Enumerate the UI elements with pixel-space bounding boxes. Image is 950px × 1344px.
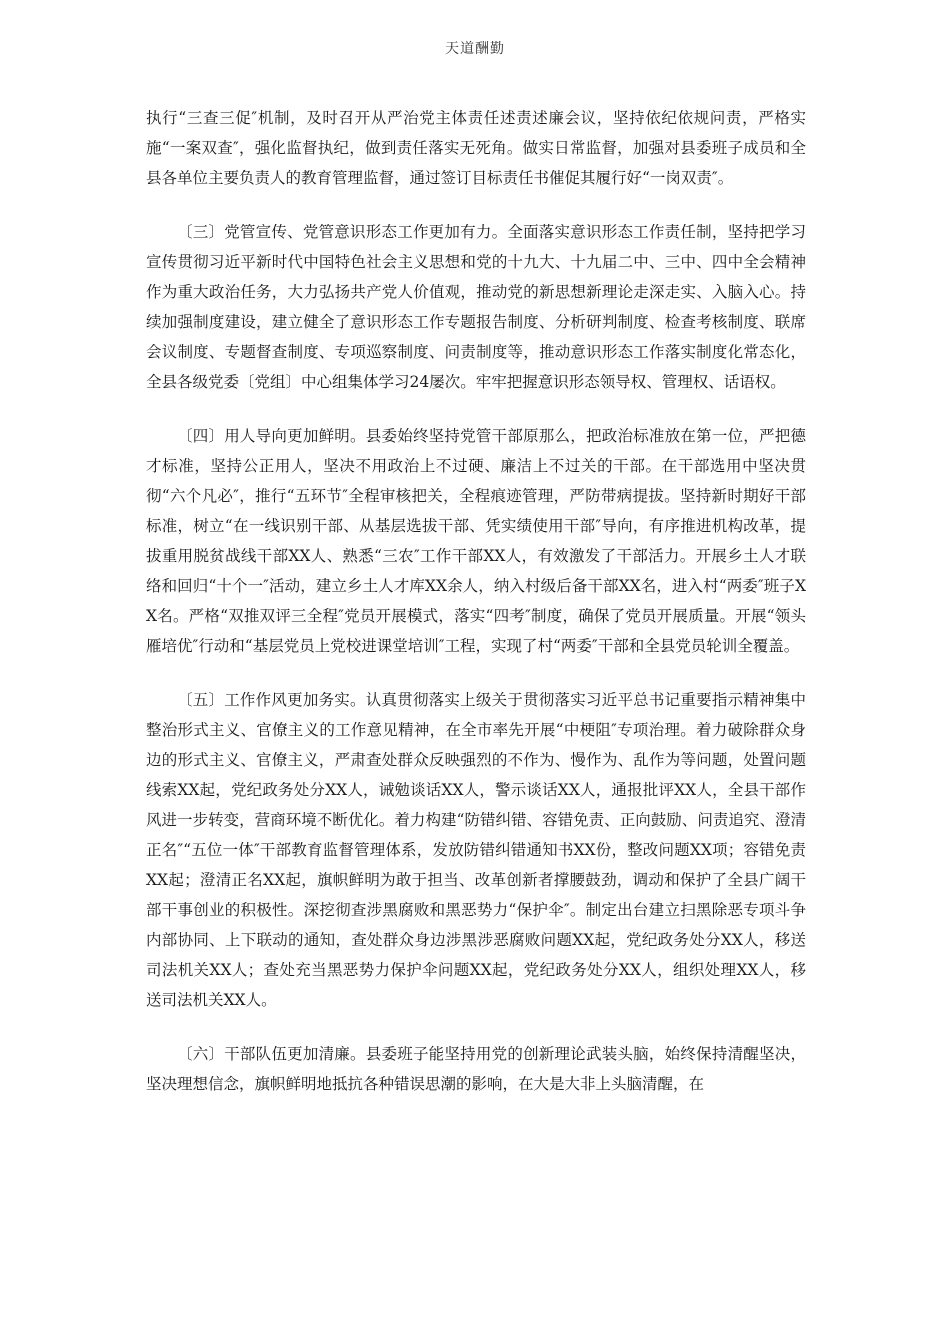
paragraph-section-3: 〔三〕党管宣传、党管意识形态工作更加有力。全面落实意识形态工作责任制，坚持把学习宣传贯彻习近平新时代中国特色社会主义思想和党的十九大、十九届二中、三中、四中全会精神作为重大政治任务，大力弘扬共产党人价值观，推动党的新思想新理论走深走实、入脑入心。持续加强制度建设，建立健全了意识形态工作专题报告制度、分析研判制度、检查考核制度、联席会议制度、专题督查制度、专项巡察制度、问责制度等，推动意识形态工作落实制度化常态化，全县各级党委〔党组〕中心组集体学习24屡次。牢牢把握意识形态领导权、管理权、话语权。 xyxy=(146,223,806,391)
paragraph-continuation: 执行“三查三促″机制，及时召开从严治党主体责任述责述廉会议，坚持依纪依规问责，严格实施“一案双查″，强化监督执纪，做到责任落实无死角。做实日常监督，加强对县委班子成员和全县各单位主要负责人的教育管理监督，通过签订目标责任书催促其履行好“一岗双责″。 xyxy=(146,109,806,187)
paragraph-section-6: 〔六〕干部队伍更加清廉。县委班子能坚持用党的创新理论武装头脑，始终保持清醒坚决，坚决理想信念，旗帜鲜明地抵抗各种错误思潮的影响，在大是大非上头脑清醒，在 xyxy=(146,1045,806,1093)
paragraph-section-5: 〔五〕工作作风更加务实。认真贯彻落实上级关于贯彻落实习近平总书记重要指示精神集中整治形式主义、官僚主义的工作意见精神，在全市率先开展“中梗阻″专项治理。着力破除群众身边的形式主义、官僚主义，严肃查处群众反映强烈的不作为、慢作为、乱作为等问题，处置问题线索XX起，党纪政务处分XX人，诫勉谈话XX人，警示谈话XX人，通报批评XX人，全县干部作风进一步转变，营商环境不断优化。着力构建“防错纠错、容错免责、正向鼓励、问责追究、澄清正名″“五位一体″干部教育监督管理体系，发放防错纠错通知书XX份，整改问题XX项；容错免责XX起；澄清正名XX起，旗帜鲜明为敢于担当、改革创新者撑腰鼓劲，调动和保护了全县广阔干部干事创业的积极性。深挖彻查涉黑腐败和黑恶势力“保护伞″。制定出台建立扫黑除恶专项斗争内部协同、上下联动的通知，查处群众身边涉黑涉恶腐败问题XX起，党纪政务处分XX人，移送司法机关XX人；查处充当黑恶势力保护伞问题XX起，党纪政务处分XX人，组织处理XX人，移送司法机关XX人。 xyxy=(146,691,806,1009)
running-header: 天道酬勤 xyxy=(445,41,505,57)
paragraph-section-4: 〔四〕用人导向更加鲜明。县委始终坚持党管干部原那么，把政治标准放在第一位，严把德才标准，坚持公正用人，坚决不用政治上不过硬、廉洁上不过关的干部。在干部选用中坚决贯彻“六个凡必″，推行“五环节″全程审核把关，全程痕迹管理，严防带病提拔。坚持新时期好干部标准，树立“在一线识别干部、从基层选拔干部、凭实绩使用干部″导向，有序推进机构改革，提拔重用脱贫战线干部XX人、熟悉“三农″工作干部XX人，有效激发了干部活力。开展乡土人才联络和回归“十个一″活动，建立乡土人才库XX余人，纳入村级后备干部XX名，进入村“两委″班子XX名。严格“双推双评三全程″党员开展模式，落实“四考″制度，确保了党员开展质量。开展“领头雁培优″行动和“基层党员上党校进课堂培训″工程，实现了村“两委″干部和全县党员轮训全覆盖。 xyxy=(146,427,806,655)
document-body xyxy=(146,103,806,1123)
